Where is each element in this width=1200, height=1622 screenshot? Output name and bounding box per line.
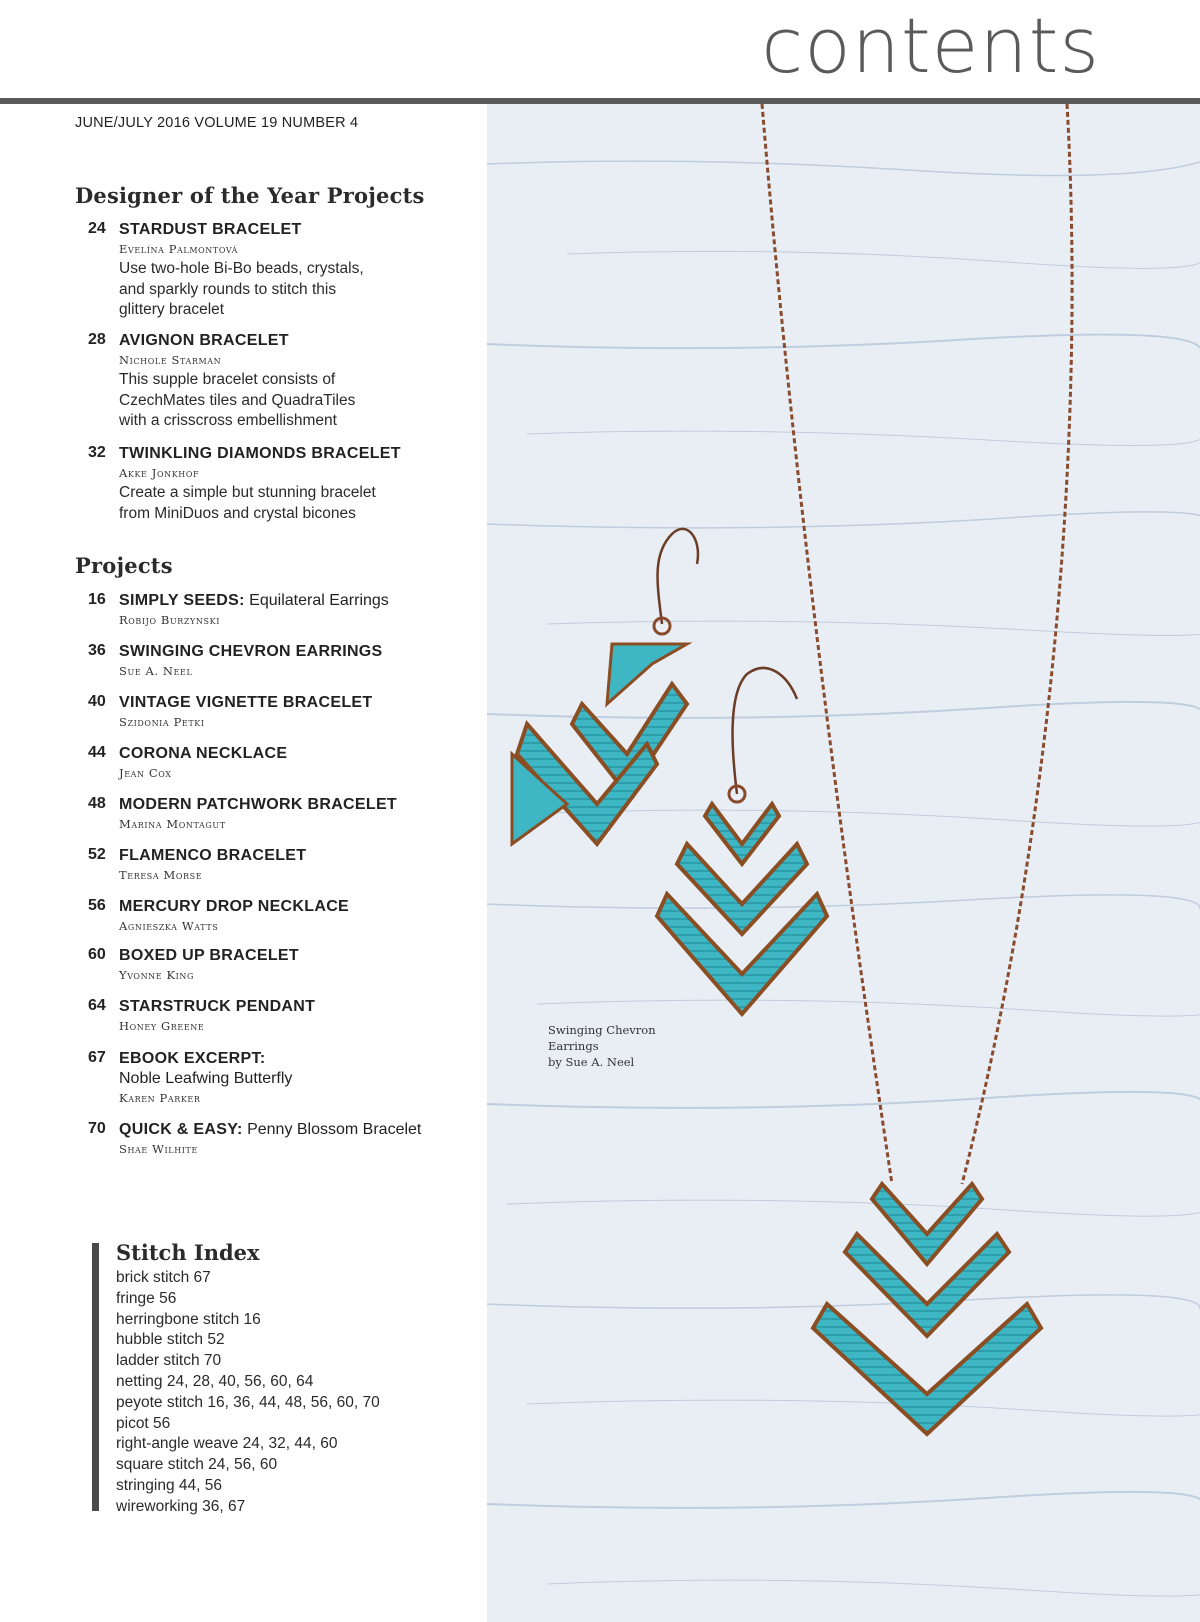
entry-author: Marina Montagut	[119, 817, 226, 831]
stitch-index-item[interactable]: square stitch 24, 56, 60	[116, 1456, 278, 1474]
entry-author: Jean Cox	[119, 766, 172, 780]
stitch-index-item[interactable]: brick stitch 67	[116, 1269, 211, 1286]
page-number: 16	[88, 591, 106, 608]
stitch-index-item[interactable]: picot 56	[116, 1414, 171, 1432]
entry-title: SIMPLY SEEDS: Equilateral Earrings	[119, 592, 389, 609]
page-number: 24	[88, 220, 106, 237]
entry-title: SWINGING CHEVRON EARRINGS	[119, 643, 383, 660]
entry-title: MERCURY DROP NECKLACE	[119, 898, 350, 915]
stitch-index-item[interactable]: fringe 56	[116, 1289, 177, 1307]
entry-title: STARSTRUCK PENDANT	[119, 998, 316, 1015]
page-number: 36	[88, 642, 106, 659]
entry-author: Shae Wilhite	[119, 1142, 198, 1156]
photo-caption: Swinging Chevron Earrings by Sue A. Neel	[548, 1023, 656, 1069]
toc-entry[interactable]	[88, 444, 433, 524]
entry-description: This supple bracelet consists of CzechMates tiles and QuadraTiles with a crisscross embellishment	[119, 371, 356, 429]
toc-entry[interactable]	[88, 220, 433, 321]
entry-title: MODERN PATCHWORK BRACELET	[119, 796, 397, 813]
section-heading-designer: Designer of the Year Projects	[75, 183, 425, 208]
section-heading-projects: Projects	[75, 553, 173, 578]
page-number: 52	[88, 846, 106, 863]
toc-entry[interactable]	[88, 1120, 433, 1159]
entry-author: Yvonne King	[119, 968, 195, 982]
page-number: 28	[88, 331, 106, 348]
stitch-index-item[interactable]: stringing 44, 56	[116, 1476, 222, 1494]
stitch-index-list	[116, 1268, 380, 1518]
toc-entry[interactable]	[88, 331, 433, 432]
toc-entry[interactable]	[88, 946, 433, 985]
entry-title: EBOOK EXCERPT:	[119, 1050, 266, 1067]
entry-author: Evelína Palmontová	[119, 242, 239, 256]
stitch-index-heading: Stitch Index	[116, 1240, 260, 1265]
stitch-index-item[interactable]: ladder stitch 70	[116, 1352, 222, 1370]
entry-description: Use two-hole Bi-Bo beads, crystals, and sparkly rounds to stitch this glittery bracelet	[119, 260, 364, 318]
stitch-index-item[interactable]: right-angle weave 24, 32, 44, 60	[116, 1435, 338, 1453]
toc-entry[interactable]	[88, 591, 433, 630]
page-number: 70	[88, 1120, 106, 1137]
entry-subtitle: Noble Leafwing Butterfly	[119, 1070, 293, 1087]
entry-author: Honey Greene	[119, 1019, 205, 1033]
entry-title: VINTAGE VIGNETTE BRACELET	[119, 694, 373, 711]
page-number: 56	[88, 897, 106, 914]
toc-entry[interactable]	[88, 744, 433, 783]
entry-author: Akke Jonkhof	[119, 466, 200, 480]
stitch-index-item[interactable]: peyote stitch 16, 36, 44, 48, 56, 60, 70	[116, 1393, 380, 1411]
stitch-index-item[interactable]: netting 24, 28, 40, 56, 60, 64	[116, 1372, 314, 1390]
entry-author: Szidonia Petki	[119, 715, 205, 729]
stitch-index-item[interactable]: hubble stitch 52	[116, 1331, 225, 1349]
jewelry-photo	[487, 104, 1200, 1622]
entry-author: Karen Parker	[119, 1091, 201, 1105]
entry-title: BOXED UP BRACELET	[119, 947, 299, 964]
page-title: contents	[761, 1, 1100, 90]
entry-title: FLAMENCO BRACELET	[119, 847, 307, 864]
entry-author: Robijo Burzynski	[119, 613, 220, 627]
toc-entry[interactable]	[88, 846, 433, 885]
entry-title: CORONA NECKLACE	[119, 745, 288, 762]
toc-entry[interactable]	[88, 642, 433, 681]
stitch-index-bar	[92, 1243, 99, 1511]
stitch-index-item[interactable]: herringbone stitch 16	[116, 1310, 261, 1328]
page-number: 40	[88, 693, 106, 710]
toc-entry[interactable]	[88, 1049, 433, 1108]
entry-title: AVIGNON BRACELET	[119, 332, 289, 349]
page-number: 44	[88, 744, 106, 761]
entry-title: STARDUST BRACELET	[119, 221, 302, 238]
entry-author: Teresa Morse	[119, 868, 203, 882]
page-number: 32	[88, 444, 106, 461]
entry-author: Nichole Starman	[119, 353, 222, 367]
page-number: 48	[88, 795, 106, 812]
entry-author: Sue A. Neel	[119, 664, 193, 678]
toc-entry[interactable]	[88, 795, 433, 834]
stitch-index-item[interactable]: wireworking 36, 67	[116, 1497, 246, 1515]
entry-author: Agnieszka Watts	[119, 919, 219, 933]
toc-entry[interactable]	[88, 897, 433, 936]
page-number: 67	[88, 1049, 106, 1066]
issue-info: JUNE/JULY 2016 VOLUME 19 NUMBER 4	[75, 115, 359, 131]
entry-description: Create a simple but stunning bracelet from MiniDuos and crystal bicones	[119, 484, 376, 522]
toc-entry[interactable]	[88, 693, 433, 732]
page-number: 64	[88, 997, 106, 1014]
toc-entry[interactable]	[88, 997, 433, 1036]
entry-title: QUICK & EASY: Penny Blossom Bracelet	[119, 1121, 422, 1138]
entry-title: TWINKLING DIAMONDS BRACELET	[119, 445, 401, 462]
page-number: 60	[88, 946, 106, 963]
